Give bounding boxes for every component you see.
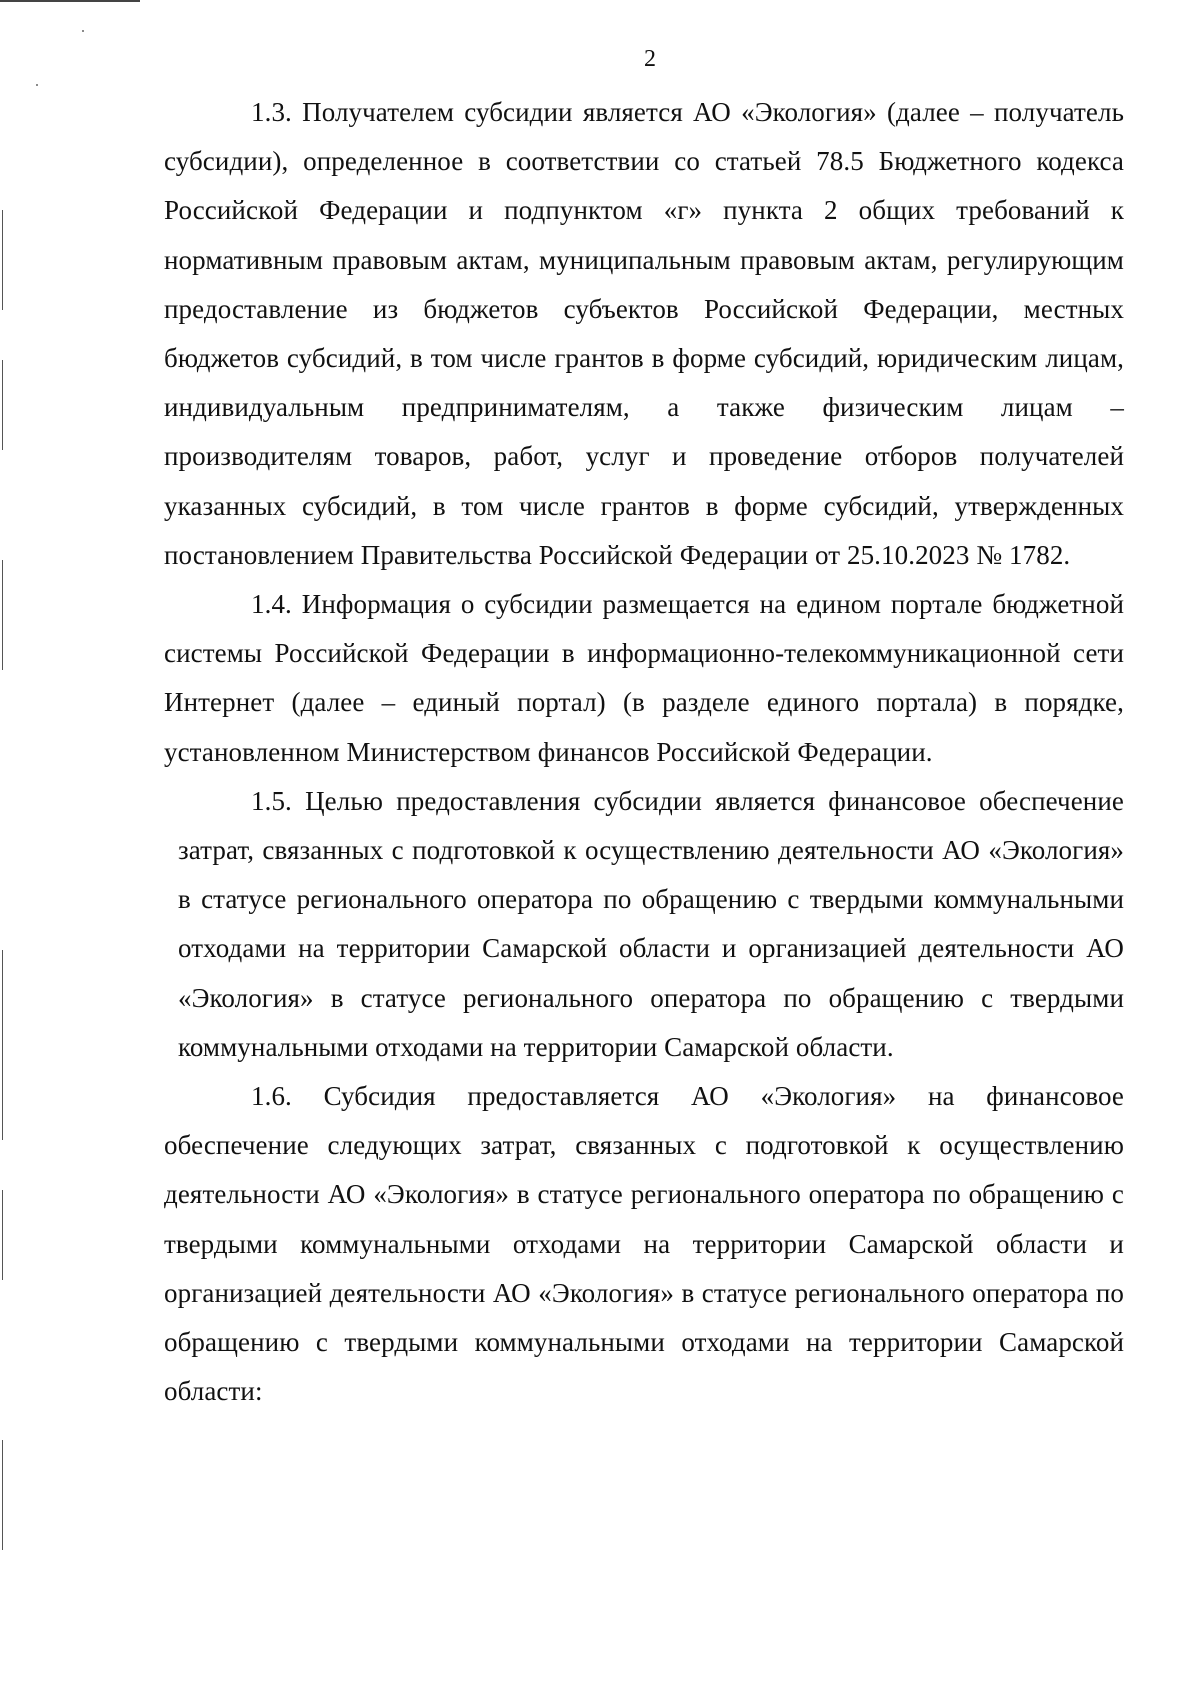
scan-artifact-dot — [36, 84, 38, 86]
document-body — [164, 88, 1124, 1416]
paragraph-1-3: 1.3. Получателем субсидии является АО «Экология» (далее – получатель субсидии), определенное в соответствии со статьей 78.5 Бюджетного кодекса Российской Федерации и подпунктом «г» пункта 2 общих требований к нормативным правовым актам, муниципальным правовым актам, регулирующим предоставление из бюджетов субъектов Российской Федерации, местных бюджетов субсидий, в том числе грантов в форме субсидий, юридическим лицам, индивидуальным предпринимателям, а также физическим лицам – производителям товаров, работ, услуг и проведение отборов получателей указанных субсидий, в том числе грантов в форме субсидий, утвержденных постановлением Правительства Российской Федерации от 25.10.2023 № 1782. — [164, 97, 1124, 570]
scan-artifact-dot — [82, 30, 84, 32]
scan-artifact-top-line — [0, 0, 140, 2]
paragraph-1-6: 1.6. Субсидия предоставляется АО «Экология» на финансовое обеспечение следующих затрат, связанных с подготовкой к осуществлению деятельности АО «Экология» в статусе регионального оператора по обращению с твердыми коммунальными отходами на территории Самарской области и организацией деятельности АО «Экология» в статусе регионального оператора по обращению с твердыми коммунальными отходами на территории Самарской области: — [164, 1081, 1124, 1407]
scan-artifact-margin-line — [2, 1190, 3, 1280]
scan-artifact-margin-line — [2, 210, 3, 310]
scan-artifact-margin-line — [2, 360, 3, 450]
page-number: 2 — [644, 46, 656, 72]
scan-artifact-margin-line — [2, 560, 3, 670]
paragraph-1-4: 1.4. Информация о субсидии размещается на едином портале бюджетной системы Российской Федерации в информационно-телекоммуникационной сети Интернет (далее – единый портал) (в разделе единого портала) в порядке, установленном Министерством финансов Российской Федерации. — [164, 589, 1124, 767]
scan-artifact-margin-line — [2, 950, 3, 1140]
scan-artifact-margin-line — [2, 1440, 3, 1550]
paragraph-1-5: 1.5. Целью предоставления субсидии является финансовое обеспечение затрат, связанных с подготовкой к осуществлению деятельности АО «Экология» в статусе регионального оператора по обращению с твердыми коммунальными отходами на территории Самарской области и организацией деятельности АО «Экология» в статусе регионального оператора по обращению с твердыми коммунальными отходами на территории Самарской области. — [178, 785, 1124, 1062]
